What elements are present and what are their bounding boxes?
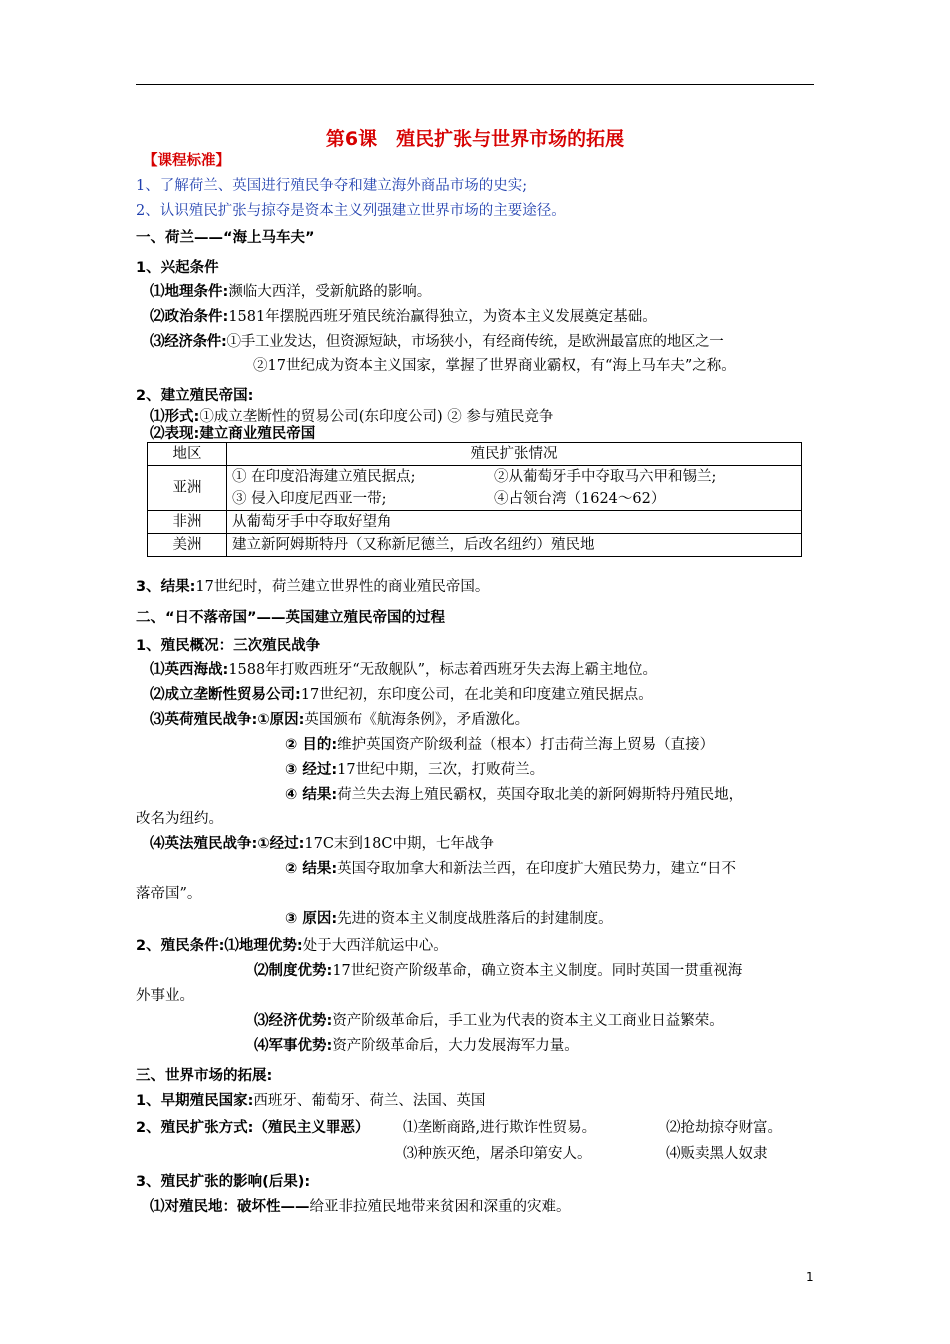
standard-label: 【课程标准】 <box>143 153 230 169</box>
america-cell: 建立新阿姆斯特丹（又称新尼德兰，后改名纽约）殖民地 <box>227 534 802 557</box>
cond-label: 2、殖民条件: <box>136 938 225 954</box>
header-rule <box>136 84 814 85</box>
war-3-label: ⑶英荷殖民战争: <box>150 712 258 728</box>
way-1: ⑴垄断商路,进行欺诈性贸易。 <box>403 1120 597 1136</box>
section-1-heading: 一、荷兰——“海上马车夫” <box>136 230 315 246</box>
standard-item-1: 1、了解荷兰、英国进行殖民争夺和建立海外商品市场的史实; <box>136 178 528 194</box>
result-label: 3、结果: <box>136 579 196 595</box>
way-2: ⑵抢劫掠夺财富。 <box>666 1120 782 1136</box>
asia-item-3: ③ 侵入印度尼西亚一带; <box>232 491 387 507</box>
cond-3 <box>254 1011 724 1031</box>
war-3-aim-label: ② 目的: <box>285 737 338 753</box>
impact-heading: 3、殖民扩张的影响(后果): <box>136 1174 311 1190</box>
asia-cell <box>227 466 802 511</box>
war-3-result-cont: 改名为纽约。 <box>136 811 223 827</box>
africa-cell: 从葡萄牙手中夺取好望角 <box>227 511 802 534</box>
war-4-proc-label: ①经过: <box>257 836 305 852</box>
war-3 <box>150 710 529 730</box>
early-text: 西班牙、葡萄牙、荷兰、法国、英国 <box>253 1093 486 1109</box>
geo-label: ⑴地理条件: <box>150 284 229 300</box>
war-4-cause-text: 先进的资本主义制度战胜落后的封建制度。 <box>337 911 613 927</box>
show-text: 建立商业殖民帝国 <box>199 426 316 442</box>
cond-3-text: 资产阶级革命后，手工业为代表的资本主义工商业日益繁荣。 <box>332 1013 724 1029</box>
pol-label: ⑵政治条件: <box>150 309 229 325</box>
asia-item-1: ① 在印度沿海建立殖民据点; <box>232 469 416 485</box>
region-america: 美洲 <box>148 534 227 557</box>
war-3-res-text: 荷兰失去海上殖民霸权，英国夺取北美的新阿姆斯特丹殖民地， <box>337 787 744 803</box>
pol-text: 1581年摆脱西班牙殖民统治赢得独立，为资本主义发展奠定基础。 <box>228 309 657 325</box>
war-2-label: ⑵成立垄断性贸易公司: <box>150 687 301 703</box>
table-row <box>148 511 802 534</box>
pol-condition <box>150 307 657 327</box>
war-2-text: 17世纪初，东印度公司，在北美和印度建立殖民据点。 <box>300 687 653 703</box>
war-4-cause <box>285 909 613 929</box>
war-3-res-label: ④ 结果: <box>285 787 338 803</box>
empire-heading: 2、建立殖民帝国: <box>136 388 254 404</box>
eco-text-2: ②17世纪成为资本主义国家，掌握了世界商业霸权，有“海上马车夫”之称。 <box>253 358 736 374</box>
ways-label: 2、殖民扩张方式:（殖民主义罪恶） <box>136 1120 370 1136</box>
geo-text: 濒临大西洋，受新航路的影响。 <box>228 284 432 300</box>
table-row <box>148 534 802 557</box>
cond-1-text: 处于大西洋航运中心。 <box>302 938 448 954</box>
result-text: 17世纪时，荷兰建立世界性的商业殖民帝国。 <box>195 579 490 595</box>
cond-1-label: ⑴地理优势: <box>224 938 303 954</box>
war-3-aim <box>285 735 714 755</box>
cond-2-label: ⑵制度优势: <box>254 963 333 979</box>
eco-text-1: ①手工业发达，但资源短缺，市场狭小，有经商传统，是欧洲最富庶的地区之一 <box>226 334 724 350</box>
impact-1-text: 给亚非拉殖民地带来贫困和深重的灾难。 <box>309 1199 571 1215</box>
cond-4-text: 资产阶级革命后，大力发展海军力量。 <box>332 1038 579 1054</box>
conditions <box>136 936 448 956</box>
war-4-result-cont: 落帝国”。 <box>136 886 202 902</box>
war-4-label: ⑷英法殖民战争: <box>150 836 258 852</box>
overview-heading: 1、殖民概况：三次殖民战争 <box>136 638 321 654</box>
form-label: ⑴形式: <box>150 409 200 425</box>
impact-1-label: ⑴对殖民地：破坏性—— <box>150 1199 310 1215</box>
colonial-expansion-table <box>147 442 802 557</box>
cond-2-text: 17世纪资产阶级革命，确立资本主义制度。同时英国一贯重视海 <box>332 963 743 979</box>
cond-2-cont: 外事业。 <box>136 988 194 1004</box>
war-4-proc: 17C末到18C中期，七年战争 <box>304 836 494 852</box>
cond-4-label: ⑷军事优势: <box>254 1038 333 1054</box>
header-region: 地区 <box>148 443 227 466</box>
page-number: 1 <box>806 1270 814 1284</box>
war-3-proc-label: ③ 经过: <box>285 762 338 778</box>
cond-2 <box>254 961 742 981</box>
show-label: ⑵表现: <box>150 426 200 442</box>
war-4-cause-label: ③ 原因: <box>285 911 338 927</box>
header-situation: 殖民扩张情况 <box>227 443 802 466</box>
table-row <box>148 443 802 466</box>
table-row <box>148 466 802 511</box>
early-states <box>136 1091 485 1111</box>
war-3-result <box>285 785 743 805</box>
eco-label: ⑶经济条件: <box>150 334 227 350</box>
section-2-heading: 二、“日不落帝国”——英国建立殖民帝国的过程 <box>136 610 446 626</box>
empire-result <box>136 577 489 597</box>
form-text: ①成立垄断性的贸易公司(东印度公司) ② 参与殖民竞争 <box>199 409 554 425</box>
war-4-res-text: 英国夺取加拿大和新法兰西，在印度扩大殖民势力，建立“日不 <box>337 861 737 877</box>
asia-item-4: ④占领台湾（1624～62） <box>494 491 666 507</box>
geo-condition <box>150 282 431 302</box>
war-3-aim-text: 维护英国资产阶级利益（根本）打击荷兰海上贸易（直接） <box>337 737 715 753</box>
war-1 <box>150 660 657 680</box>
early-label: 1、早期殖民国家: <box>136 1093 254 1109</box>
region-africa: 非洲 <box>148 511 227 534</box>
war-1-label: ⑴英西海战: <box>150 662 229 678</box>
rise-heading: 1、兴起条件 <box>136 260 219 276</box>
impact-1 <box>150 1197 571 1217</box>
war-3-cause: 英国颁布《航海条例》，矛盾激化。 <box>304 712 530 728</box>
way-4: ⑷贩卖黑人奴隶 <box>666 1146 768 1162</box>
cond-4 <box>254 1036 579 1056</box>
war-4 <box>150 834 494 854</box>
asia-item-2: ②从葡萄牙手中夺取马六甲和锡兰; <box>494 469 717 485</box>
section-3-heading: 三、世界市场的拓展: <box>136 1068 273 1084</box>
war-3-proc-text: 17世纪中期，三次，打败荷兰。 <box>337 762 545 778</box>
war-4-result <box>285 859 736 879</box>
region-asia: 亚洲 <box>148 466 227 511</box>
war-4-res-label: ② 结果: <box>285 861 338 877</box>
war-2 <box>150 685 653 705</box>
war-3-cause-label: ①原因: <box>257 712 305 728</box>
page-title: 第6课 殖民扩张与世界市场的拓展 <box>325 128 625 150</box>
war-1-text: 1588年打败西班牙“无敌舰队”，标志着西班牙失去海上霸主地位。 <box>228 662 658 678</box>
war-3-process <box>285 760 544 780</box>
standard-item-2: 2、认识殖民扩张与掠夺是资本主义列强建立世界市场的主要途径。 <box>136 203 566 219</box>
way-3: ⑶种族灭绝，屠杀印第安人。 <box>403 1146 592 1162</box>
empire-show <box>150 424 315 444</box>
eco-condition <box>150 332 724 352</box>
cond-3-label: ⑶经济优势: <box>254 1013 333 1029</box>
